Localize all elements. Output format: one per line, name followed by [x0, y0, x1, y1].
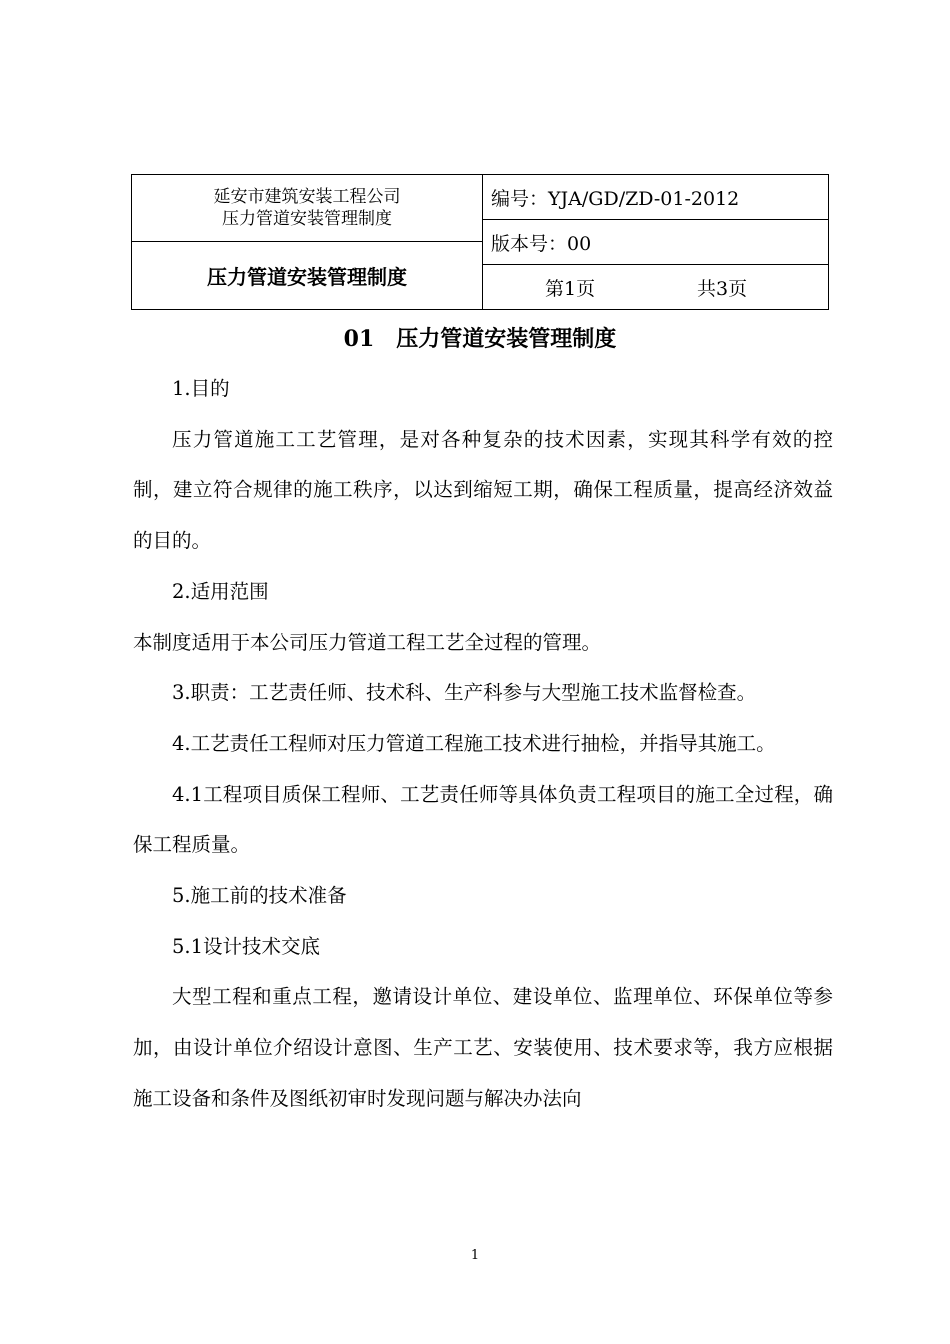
document-version: 版本号：00 — [491, 232, 592, 255]
document-code: 编号：YJA/GD/ZD-01-2012 — [491, 187, 740, 210]
code-cell — [483, 175, 829, 220]
subsection-heading-design-briefing: 5.1设计技术交底 — [172, 934, 321, 958]
paragraph-purpose: 压力管道施工工艺管理，是对各种复杂的技术因素，实现其科学有效的控制，建立符合规律的施工秩序，以达到缩短工期，确保工程质量，提高经济效益的目的。 — [133, 427, 833, 553]
company-subtitle: 压力管道安装管理制度 — [222, 209, 392, 229]
document-name: 压力管道安装管理制度 — [207, 265, 407, 289]
page-info-cell — [483, 265, 829, 310]
document-body — [133, 364, 833, 1125]
title-text: 压力管道安装管理制度 — [396, 326, 617, 352]
paragraph-responsibility: 3.职责：工艺责任师、技术科、生产科参与大型施工技术监督检查。 — [172, 681, 757, 705]
page-number: 1 — [470, 1248, 480, 1263]
company-cell — [132, 175, 483, 242]
paragraph-item-4: 4.工艺责任工程师对压力管道工程施工技术进行抽检，并指导其施工。 — [172, 731, 776, 755]
version-cell — [483, 220, 829, 265]
page-current: 第1页 — [545, 277, 596, 300]
company-name: 延安市建筑安装工程公司 — [213, 187, 401, 207]
paragraph-scope: 本制度适用于本公司压力管道工程工艺全过程的管理。 — [133, 630, 602, 654]
section-heading-preparation: 5.施工前的技术准备 — [172, 884, 347, 908]
document-header-table — [131, 174, 829, 310]
page-total: 共3页 — [697, 277, 748, 300]
document-title — [131, 322, 829, 353]
doc-name-cell — [132, 242, 483, 310]
title-number: 01 — [343, 326, 375, 352]
paragraph-design-briefing: 大型工程和重点工程，邀请设计单位、建设单位、监理单位、环保单位等参加，由设计单位介绍设计意图、生产工艺、安装使用、技术要求等，我方应根据施工设备和条件及图纸初审时发现问题与解决办法向 — [133, 985, 833, 1110]
paragraph-item-4-1: 4.1工程项目质保工程师、工艺责任师等具体负责工程项目的施工全过程，确保工程质量。 — [133, 782, 833, 857]
section-heading-purpose: 1.目的 — [172, 377, 230, 400]
section-heading-scope: 2.适用范围 — [172, 579, 269, 603]
